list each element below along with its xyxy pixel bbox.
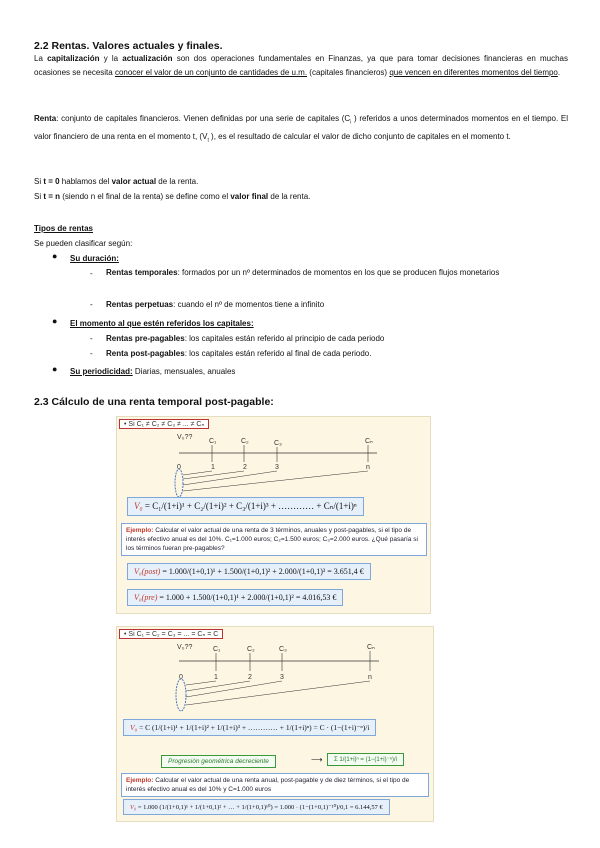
figure-variable-capitals bbox=[116, 416, 431, 614]
capital-label: C₃ bbox=[279, 646, 287, 653]
capital-label: Cₙ bbox=[367, 644, 375, 651]
v0-label: V₀?? bbox=[177, 644, 193, 651]
formula-v0-pre: V₀(pre) = 1.000 + 1.500/(1+0,1)¹ + 2.000/(1+0,1)² = 4.016,53 € bbox=[127, 589, 343, 606]
bullet-duracion: Su duración: bbox=[70, 254, 119, 263]
tipos-title: Tipos de rentas bbox=[34, 224, 93, 233]
example-box-1: Ejemplo: Calcular el valor actual de una renta de 3 términos, anuales y post-pagables, si el tipo de interés efectivo anual es del 10%. C₁=1.000 euros; C₂=1.500 euros; C₃=2.000 euros. ¿Qué pasaría si los términos fueran pre-pagables? bbox=[121, 523, 427, 556]
t0-line: Si t = 0 hablamos del valor actual de la renta. bbox=[34, 177, 199, 186]
timeline-diagram bbox=[117, 427, 432, 507]
item-pre-pagables: Rentas pre-pagables: los capitales están referido al principio de cada periodo bbox=[106, 334, 385, 343]
tick-label: 1 bbox=[211, 464, 215, 471]
dash: - bbox=[90, 300, 93, 309]
formula-v0-post: V₀(post) = 1.000/(1+0,1)¹ + 1.500/(1+0,1)² + 2.000/(1+0,1)³ = 3.651,4 € bbox=[127, 563, 371, 580]
tick-label: 3 bbox=[275, 464, 279, 471]
tick-label: 2 bbox=[243, 464, 247, 471]
figure-header: • Si C₁ ≠ C₂ ≠ C₃ ≠ ... ≠ Cₙ bbox=[119, 419, 209, 429]
bullet-dot: ● bbox=[52, 316, 58, 326]
figure-header: • Si C₁ = C₂ = C₃ = ... = Cₙ = C bbox=[119, 629, 223, 639]
item-rentas-temporales: Rentas temporales: formados por un nº determinados de momentos en los que se producen flujos monetarios bbox=[106, 268, 500, 277]
tick-label: n bbox=[366, 464, 370, 471]
discount-ellipse bbox=[176, 679, 186, 711]
renta-paragraph: Renta: conjunto de capitales financieros. Vienen definidas por una serie de capitales ($C_i$ ) referidos a unos determinados momentos en el tiempo. El valor financiero de una renta en el momento t, ($V_t$ ), es el resultado de calcular el valor de dicho conjunto de capitales en el momento t. bbox=[34, 114, 569, 144]
tn-line: Si t = n (siendo n el final de la renta) se define como el valor final de la renta. bbox=[34, 192, 311, 201]
section-title-2-2: 2.2 Rentas. Valores actuales y finales. bbox=[34, 40, 223, 52]
dash: - bbox=[90, 349, 93, 358]
tick-label: 2 bbox=[248, 674, 252, 681]
capital-label: C₂ bbox=[241, 438, 249, 445]
capital-label: C₃ bbox=[274, 440, 282, 447]
figure-constant-capitals bbox=[116, 626, 434, 822]
arrow-icon: ⟶ bbox=[311, 755, 323, 764]
bullet-dot: ● bbox=[52, 251, 58, 261]
tick-label: 0 bbox=[177, 464, 181, 471]
bullet-dot: ● bbox=[52, 364, 58, 374]
v0-label: V₀?? bbox=[177, 434, 193, 441]
dash: - bbox=[90, 334, 93, 343]
tipos-intro: Se pueden clasificar según: bbox=[34, 239, 133, 248]
formula-v0-result: V₀ = 1.000 (1/(1+0,1)¹ + 1/(1+0,1)² + … + 1/(1+0,1)¹⁰) = 1.000 · (1−(1+0,1)⁻¹⁰)/0,1 = 6.144,57 € bbox=[123, 799, 390, 815]
section-title-2-3: 2.3 Cálculo de una renta temporal post-pagable: bbox=[34, 396, 274, 408]
discount-arrows bbox=[183, 471, 368, 491]
tick-label: 1 bbox=[214, 674, 218, 681]
intro-paragraph: La capitalización y la actualización son dos operaciones fundamentales en Finanzas, ya que para tomar decisiones financieras en muchas ocasiones se necesita conocer el valor de un conjunto de cantidades de u.m. (capitales financieros) que vencen en diferentes momentos del tiempo. bbox=[34, 54, 568, 77]
tick-label: 0 bbox=[179, 674, 183, 681]
formula-v0-variable: V₀ = C₁/(1+i)¹ + C₂/(1+i)² + C₃/(1+i)³ + ………… + Cₙ/(1+i)ⁿ bbox=[127, 497, 364, 516]
capital-label: C₁ bbox=[209, 438, 217, 445]
geometric-sum-formula: Σ 1/(1+i)ⁿ = (1−(1+i)⁻ⁿ)/i bbox=[327, 753, 404, 766]
formula-v0-constant: V₀ = C (1/(1+i)¹ + 1/(1+i)² + 1/(1+i)³ + ………… + 1/(1+i)ⁿ) = C · (1−(1+i)⁻ⁿ)/i bbox=[123, 719, 376, 736]
bullet-periodicidad: Su periodicidad: Diarias, mensuales, anuales bbox=[70, 367, 236, 376]
capital-label: Cₙ bbox=[365, 438, 373, 445]
bullet-momento: El momento al que estén referidos los capitales: bbox=[70, 319, 254, 328]
discount-ellipse bbox=[175, 469, 183, 497]
item-rentas-perpetuas: Rentas perpetuas: cuando el nº de momentos tiene a infinito bbox=[106, 300, 325, 309]
discount-arrows bbox=[186, 681, 370, 705]
tick-label: n bbox=[368, 674, 372, 681]
dash: - bbox=[90, 269, 93, 278]
timeline-diagram bbox=[117, 637, 435, 717]
capital-label: C₁ bbox=[213, 646, 221, 653]
item-post-pagables: Renta post-pagables: los capitales están referido al final de cada periodo. bbox=[106, 349, 372, 358]
geometric-progression-label: Progresión geométrica decreciente bbox=[161, 755, 276, 768]
tick-label: 3 bbox=[280, 674, 284, 681]
capital-label: C₂ bbox=[247, 646, 255, 653]
example-box-2: Ejemplo: Calcular el valor actual de una renta anual, post-pagable y de diez términos, si el tipo de interés efectivo anual es del 10% y C=1.000 euros bbox=[121, 773, 429, 797]
